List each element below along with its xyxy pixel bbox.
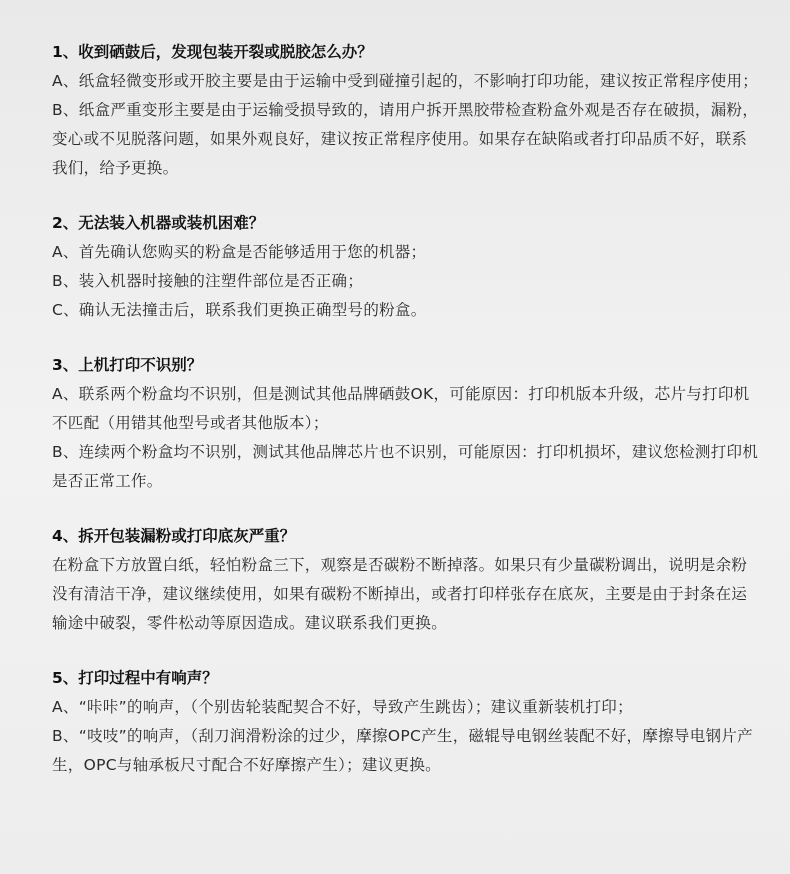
faq-answer-5a: A、“咔咔”的响声，（个别齿轮装配契合不好，导致产生跳齿）；建议重新装机打印； <box>52 698 633 716</box>
faq-section-2 <box>52 209 762 325</box>
faq-question-5: 5、打印过程中有响声？ <box>52 669 218 687</box>
faq-section-1 <box>52 38 762 183</box>
faq-list <box>52 38 762 806</box>
faq-section-5 <box>52 664 762 780</box>
faq-section-4 <box>52 522 762 638</box>
faq-answer-5b: B、“吱吱”的响声，（刮刀润滑粉涂的过少，摩擦OPC产生，磁辊导电钢丝装配不好，摩擦导电钢片产生，OPC与轴承板尺寸配合不好摩擦产生）；建议更换。 <box>52 727 753 774</box>
faq-answer-2a: A、首先确认您购买的粉盒是否能够适用于您的机器； <box>52 243 427 261</box>
faq-section-3 <box>52 351 762 496</box>
faq-question-2: 2、无法装入机器或装机困难？ <box>52 214 265 232</box>
faq-question-4: 4、拆开包装漏粉或打印底灰严重？ <box>52 527 296 545</box>
faq-question-3: 3、上机打印不识别？ <box>52 356 203 374</box>
faq-answer-3b: B、连续两个粉盒均不识别，测试其他品牌芯片也不识别，可能原因：打印机损坏，建议您检测打印机是否正常工作。 <box>52 443 759 490</box>
faq-answer-1a: A、纸盒轻微变形或开胶主要是由于运输中受到碰撞引起的，不影响打印功能，建议按正常程序使用； <box>52 72 759 90</box>
faq-answer-2b: B、装入机器时接触的注塑件部位是否正确； <box>52 272 364 290</box>
faq-question-1: 1、收到硒鼓后，发现包装开裂或脱胶怎么办？ <box>52 43 373 61</box>
faq-answer-3a: A、联系两个粉盒均不识别，但是测试其他品牌硒鼓OK，可能原因：打印机版本升级，芯片与打印机不匹配（用错其他型号或者其他版本）； <box>52 385 750 432</box>
faq-answer-4a: 在粉盒下方放置白纸，轻怕粉盒三下，观察是否碳粉不断掉落。如果只有少量碳粉调出，说明是余粉没有清洁干净，建议继续使用，如果有碳粉不断掉出，或者打印样张存在底灰，主要是由于封条在运输途中破裂，零件松动等原因造成。建议联系我们更换。 <box>52 556 748 632</box>
faq-answer-1b: B、纸盒严重变形主要是由于运输受损导致的，请用户拆开黑胶带检查粉盒外观是否存在破损，漏粉，变心或不见脱落问题，如果外观良好，建议按正常程序使用。如果存在缺陷或者打印品质不好，联系我们，给予更换。 <box>52 101 759 177</box>
faq-answer-2c: C、确认无法撞击后，联系我们更换正确型号的粉盒。 <box>52 301 427 319</box>
